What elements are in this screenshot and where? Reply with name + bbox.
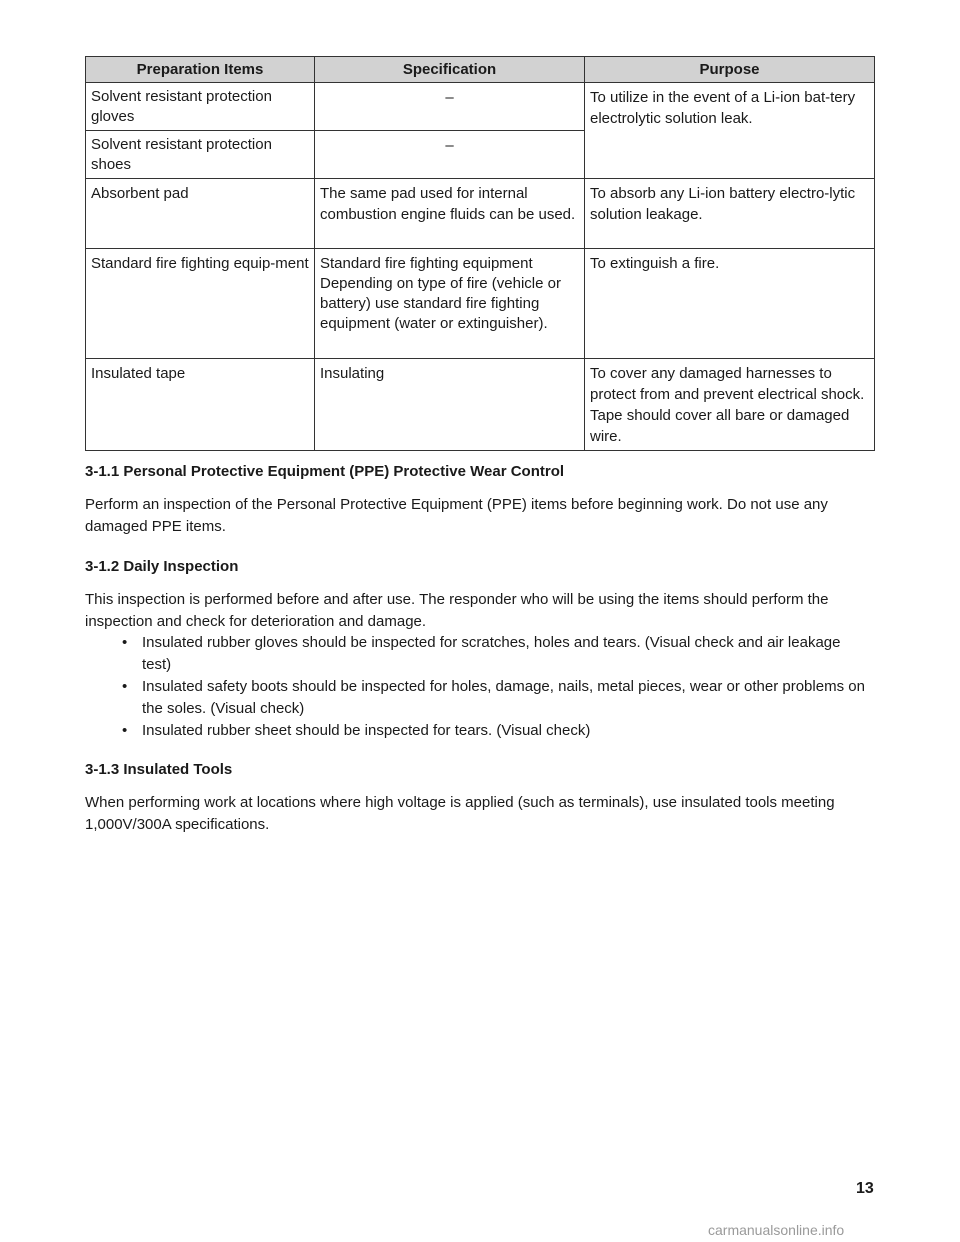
spec-cell: – [315,131,585,179]
page-number: 13 [856,1180,874,1197]
table-header-row [86,57,875,83]
spec-line: Depending on type of fire (vehicle or battery) use standard fire fighting equipment (water or extinguisher). [320,275,561,332]
list-item: • Insulated safety boots should be inspected for holes, damage, nails, metal pieces, wear or other problems on the soles. (Visual check) [112,676,872,720]
section-heading-ppe-wear-control: 3-1.1 Personal Protective Equipment (PPE) Protective Wear Control [85,463,565,480]
table-row [86,249,875,359]
header-specification: Specification [315,57,585,83]
header-preparation-items: Preparation Items [86,57,315,83]
watermark: carmanualsonline.info [708,1222,845,1238]
purpose-cell: To extinguish a fire. [585,249,875,359]
purpose-cell: To utilize in the event of a Li-ion bat-tery electrolytic solution leak. [585,83,875,179]
table-row [86,179,875,249]
spec-line: Standard fire fighting equipment [320,255,533,272]
section-body-insulated-tools: When performing work at locations where high voltage is applied (such as terminals), use insulated tools meeting 1,000V/300A specifications. [85,794,835,833]
table-row [86,359,875,451]
spec-cell: Insulating [315,359,585,451]
item-cell: Solvent resistant protection shoes [86,131,315,179]
item-cell: Standard fire fighting equip-ment [86,249,315,359]
item-cell: Solvent resistant protection gloves [86,83,315,131]
inspection-bullet-list [112,632,872,742]
table-row [86,83,875,131]
purpose-cell: To absorb any Li-ion battery electro-lytic solution leakage. [585,179,875,249]
list-item: • Insulated rubber sheet should be inspected for tears. (Visual check) [112,720,872,742]
section-body-daily-inspection: This inspection is performed before and after use. The responder who will be using the items should perform the inspection and check for deterioration and damage. [85,591,829,630]
spec-cell: – [315,83,585,131]
header-purpose: Purpose [585,57,875,83]
item-cell: Absorbent pad [86,179,315,249]
purpose-cell: To cover any damaged harnesses to protect from and prevent electrical shock. Tape should cover all bare or damaged wire. [585,359,875,451]
item-cell: Insulated tape [86,359,315,451]
list-item: • Insulated rubber gloves should be inspected for scratches, holes and tears. (Visual check and air leakage test) [112,632,872,676]
section-body-ppe-wear-control: Perform an inspection of the Personal Protective Equipment (PPE) items before beginning work. Do not use any damaged PPE items. [85,496,828,535]
section-heading-insulated-tools: 3-1.3 Insulated Tools [85,761,233,778]
spec-cell: The same pad used for internal combustion engine fluids can be used. [315,179,585,249]
spec-cell [315,249,585,359]
preparation-items-table [85,56,875,451]
section-heading-daily-inspection: 3-1.2 Daily Inspection [85,558,239,575]
